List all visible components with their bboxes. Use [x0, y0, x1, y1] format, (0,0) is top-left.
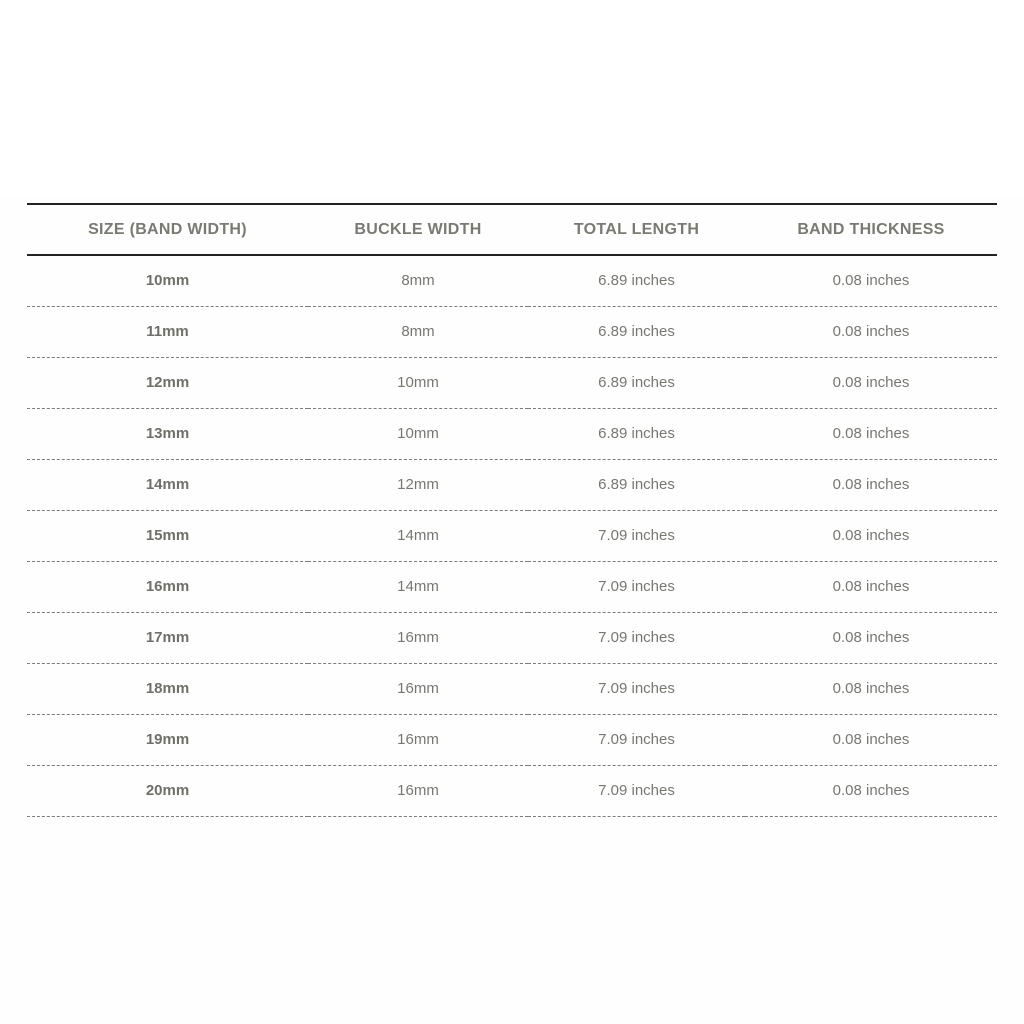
total-length-cell: 7.09 inches — [528, 714, 745, 765]
total-length-cell: 7.09 inches — [528, 612, 745, 663]
band-thickness-cell: 0.08 inches — [745, 357, 997, 408]
band-thickness-cell: 0.08 inches — [745, 408, 997, 459]
total-length-cell: 7.09 inches — [528, 765, 745, 816]
band-thickness-cell: 0.08 inches — [745, 561, 997, 612]
size-cell: 18mm — [27, 663, 308, 714]
size-cell: 16mm — [27, 561, 308, 612]
header-size: SIZE (BAND WIDTH) — [27, 204, 308, 255]
buckle-width-cell: 16mm — [308, 714, 528, 765]
total-length-cell: 6.89 inches — [528, 306, 745, 357]
table-row — [27, 408, 997, 459]
buckle-width-cell: 10mm — [308, 408, 528, 459]
table-row — [27, 663, 997, 714]
buckle-width-cell: 16mm — [308, 765, 528, 816]
band-thickness-cell: 0.08 inches — [745, 510, 997, 561]
buckle-width-cell: 16mm — [308, 663, 528, 714]
size-cell: 13mm — [27, 408, 308, 459]
size-cell: 17mm — [27, 612, 308, 663]
size-cell: 12mm — [27, 357, 308, 408]
total-length-cell: 7.09 inches — [528, 663, 745, 714]
buckle-width-cell: 10mm — [308, 357, 528, 408]
band-thickness-cell: 0.08 inches — [745, 255, 997, 306]
buckle-width-cell: 8mm — [308, 306, 528, 357]
buckle-width-cell: 16mm — [308, 612, 528, 663]
total-length-cell: 6.89 inches — [528, 255, 745, 306]
size-cell: 11mm — [27, 306, 308, 357]
total-length-cell: 6.89 inches — [528, 408, 745, 459]
table-row — [27, 510, 997, 561]
total-length-cell: 6.89 inches — [528, 459, 745, 510]
table-row — [27, 306, 997, 357]
size-chart-container — [27, 203, 997, 817]
buckle-width-cell: 12mm — [308, 459, 528, 510]
table-row — [27, 561, 997, 612]
total-length-cell: 6.89 inches — [528, 357, 745, 408]
header-total-length: TOTAL LENGTH — [528, 204, 745, 255]
size-cell: 20mm — [27, 765, 308, 816]
band-thickness-cell: 0.08 inches — [745, 459, 997, 510]
table-row — [27, 255, 997, 306]
band-thickness-cell: 0.08 inches — [745, 663, 997, 714]
band-thickness-cell: 0.08 inches — [745, 612, 997, 663]
buckle-width-cell: 14mm — [308, 561, 528, 612]
size-cell: 10mm — [27, 255, 308, 306]
band-thickness-cell: 0.08 inches — [745, 765, 997, 816]
table-row — [27, 765, 997, 816]
size-cell: 19mm — [27, 714, 308, 765]
table-body — [27, 255, 997, 816]
table-row — [27, 714, 997, 765]
total-length-cell: 7.09 inches — [528, 510, 745, 561]
header-band-thickness: BAND THICKNESS — [745, 204, 997, 255]
size-chart-table — [27, 203, 997, 817]
header-buckle-width: BUCKLE WIDTH — [308, 204, 528, 255]
table-row — [27, 459, 997, 510]
band-thickness-cell: 0.08 inches — [745, 714, 997, 765]
table-row — [27, 612, 997, 663]
buckle-width-cell: 14mm — [308, 510, 528, 561]
table-row — [27, 357, 997, 408]
total-length-cell: 7.09 inches — [528, 561, 745, 612]
size-cell: 14mm — [27, 459, 308, 510]
top-background-band — [0, 0, 1024, 196]
header-row — [27, 204, 997, 255]
buckle-width-cell: 8mm — [308, 255, 528, 306]
table-header — [27, 204, 997, 255]
size-cell: 15mm — [27, 510, 308, 561]
band-thickness-cell: 0.08 inches — [745, 306, 997, 357]
